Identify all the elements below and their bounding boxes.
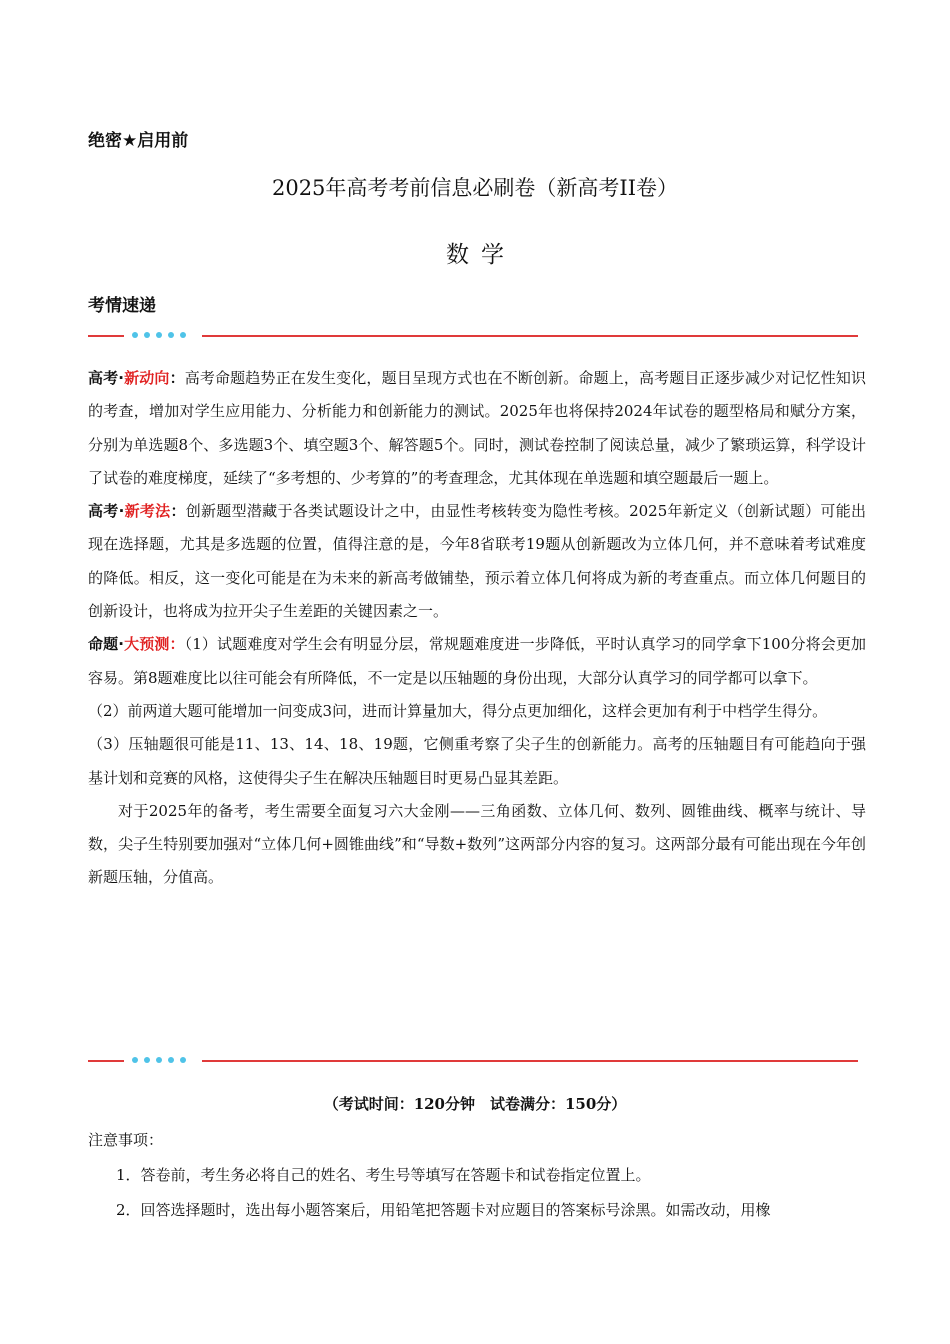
exam-time-info: （考试时间：120分钟 试卷满分：150分） <box>323 1095 627 1113</box>
paragraph-text: 创新题型潜藏于各类试题设计之中，由显性考核转变为隐性考核。2025年新定义（创新试题）可能出现在选择题，尤其是多选题的位置，值得注意的是，今年8省联考19题从创新题改为立体几何，并不意味着考试难度的降低。相反，这一变化可能是在为未来的新高考做铺垫，预示着立体几何将成为新的考查重点。而立体几何题目的创新设计，也将成为拉开尖子生差距的关键因素之一。 <box>88 502 866 621</box>
paragraph-text: 高考命题趋势正在发生变化，题目呈现方式也在不断创新。命题上，高考题目正逐步减少对记忆性知识的考查，增加对学生应用能力、分析能力和创新能力的测试。2025年也将保持2024年试卷的题型格局和赋分方案，分别为单选题8个、多选题3个、填空题3个、解答题5个。同时，测试卷控制了阅读总量，减少了繁琐运算，科学设计了试卷的难度梯度，延续了“多考想的、少考算的”的考查理念，尤其体现在单选题和填空题最后一题上。 <box>88 369 866 487</box>
divider-dot <box>156 1057 162 1063</box>
divider-bottom <box>88 1055 858 1067</box>
paragraph-new-trend <box>88 362 866 495</box>
divider-line-right <box>202 1060 858 1062</box>
divider-top <box>88 330 858 342</box>
paragraph-label-prefix: 命题· <box>88 635 124 654</box>
prediction-item: （2）前两道大题可能增加一问变成3问，进而计算量加大，得分点更加细化，这样会更加有利于中档学生得分。 <box>88 701 828 720</box>
paragraph-label-prefix: 高考· <box>88 369 124 387</box>
paragraph-label-suffix: ： <box>169 369 185 387</box>
paragraph-label-highlight: 新动向 <box>123 369 170 387</box>
divider-dot <box>180 332 186 338</box>
divider-dot <box>132 1057 138 1063</box>
closing-paragraph: 对于2025年的备考，考生需要全面复习六大金刚——三角函数、立体几何、数列、圆锥曲线、概率与统计、导数，尖子生特别要加强对“立体几何+圆锥曲线”和“导数+数列”这两部分内容的复习。这两部分最有可能出现在今年创新题压轴，分值高。 <box>88 801 866 887</box>
notes-section <box>88 1123 866 1228</box>
divider-line-left <box>88 1060 124 1062</box>
divider-line-left <box>88 335 124 337</box>
notes-heading: 注意事项： <box>88 1131 164 1149</box>
paragraph-label-highlight: 新考法 <box>124 502 171 521</box>
section-heading: 考情速递 <box>88 296 156 316</box>
paragraph-text: （1）试题难度对学生会有明显分层，常规题难度进一步降低，平时认真学习的同学拿下100分将会更加容易。第8题难度比以往可能会有所降低，不一定是以压轴题的身份出现，大部分认真学习的同学都可以拿下。 <box>88 635 866 687</box>
divider-dot <box>168 1057 174 1063</box>
exam-title: 2025年高考考前信息必刷卷（新高考II卷） <box>271 176 679 200</box>
paragraph-label-highlight: 大预测： <box>123 635 185 654</box>
divider-dot <box>180 1057 186 1063</box>
divider-dot <box>144 332 150 338</box>
note-item: 1．答卷前，考生务必将自己的姓名、考生号等填写在答题卡和试卷指定位置上。 <box>116 1166 651 1184</box>
note-item: 2．回答选择题时，选出每小题答案后，用铅笔把答题卡对应题目的答案标号涂黑。如需改动，用橡 <box>116 1201 771 1219</box>
divider-dot <box>144 1057 150 1063</box>
prediction-item: （3）压轴题很可能是11、13、14、18、19题，它侧重考察了尖子生的创新能力。高考的压轴题目有可能趋向于强基计划和竞赛的风格，这使得尖子生在解决压轴题目时更易凸显其差距。 <box>88 735 866 787</box>
subject-title: 数学 <box>446 242 516 268</box>
confidential-label: 绝密★启用前 <box>88 131 189 151</box>
paragraph-prediction <box>88 628 866 695</box>
divider-dot <box>132 332 138 338</box>
divider-dot <box>156 332 162 338</box>
divider-line-right <box>202 335 858 337</box>
paragraph-label-suffix: ： <box>170 502 186 521</box>
exam-overview <box>88 362 866 895</box>
paragraph-label-prefix: 高考· <box>88 502 125 521</box>
divider-dot <box>168 332 174 338</box>
paragraph-new-method <box>88 495 866 628</box>
